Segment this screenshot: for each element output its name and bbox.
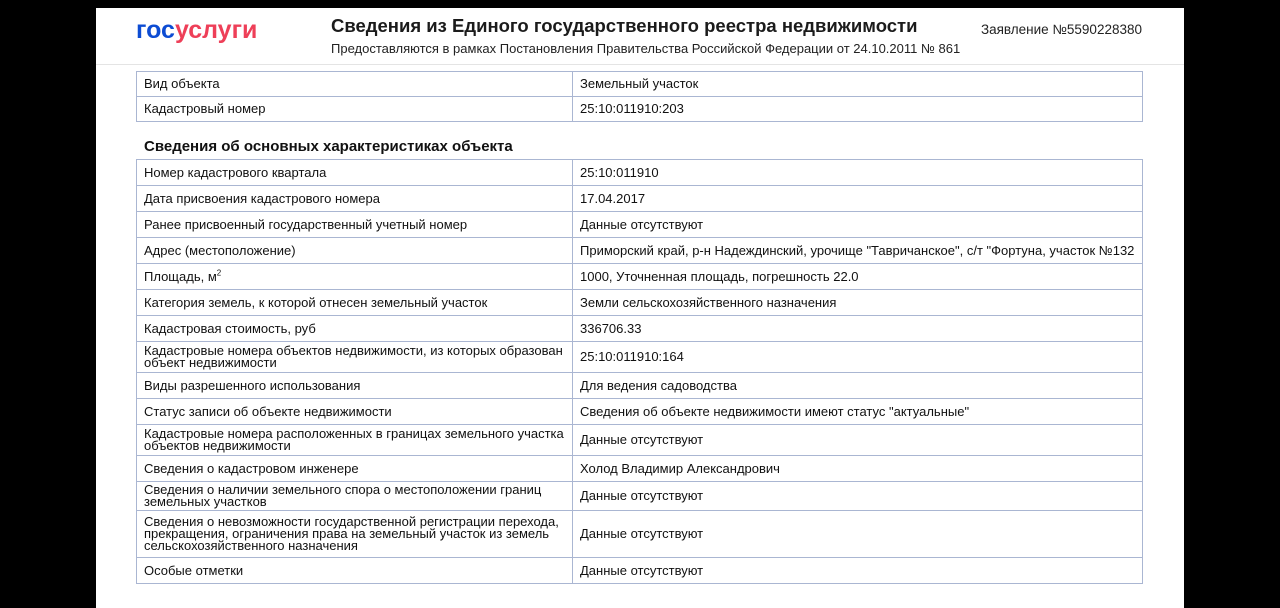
row-key: Ранее присвоенный государственный учетный номер [137,212,573,238]
row-value: Для ведения садоводства [573,373,1143,399]
row-value: Данные отсутствуют [573,212,1143,238]
row-value: Приморский край, р-н Надеждинский, урочище "Тавричанское", с/т "Фортуна, участок №132 [573,238,1143,264]
gosuslugi-logo[interactable]: госуслуги [136,16,258,44]
row-value: Данные отсутствуют [573,558,1143,584]
table-row [137,425,1143,456]
row-key: Сведения о невозможности государственной регистрации перехода, прекращения, ограничения права на земельный участок из земель сельскохозяйственного назначения [137,511,573,558]
object-table [136,71,1143,122]
row-key: Категория земель, к которой отнесен земельный участок [137,290,573,316]
table-row [137,456,1143,482]
row-value: Холод Владимир Александрович [573,456,1143,482]
table-row [137,342,1143,373]
document-page [96,8,1184,608]
row-value: Данные отсутствуют [573,425,1143,456]
section-title: Сведения об основных характеристиках объекта [144,138,513,155]
table-row [137,238,1143,264]
table-row [137,97,1143,122]
row-value: Данные отсутствуют [573,511,1143,558]
table-row [137,558,1143,584]
table-row [137,290,1143,316]
table-row [137,482,1143,511]
row-value: 17.04.2017 [573,186,1143,212]
row-value: Сведения об объекте недвижимости имеют статус "актуальные" [573,399,1143,425]
row-key: Номер кадастрового квартала [137,160,573,186]
row-value: Земли сельскохозяйственного назначения [573,290,1143,316]
row-value: Земельный участок [573,72,1143,97]
characteristics-table [136,159,1143,584]
application-number: Заявление №5590228380 [980,22,1142,37]
row-value: 1000, Уточненная площадь, погрешность 22.0 [573,264,1143,290]
document-header [96,8,1184,65]
row-key: Кадастровые номера расположенных в границах земельного участка объектов недвижимости [137,425,573,456]
row-value: 25:10:011910:203 [573,97,1143,122]
row-key: Кадастровая стоимость, руб [137,316,573,342]
row-key: Дата присвоения кадастрового номера [137,186,573,212]
row-key: Особые отметки [137,558,573,584]
row-key: Вид объекта [137,72,573,97]
table-row [137,373,1143,399]
table-row [137,316,1143,342]
row-value: 336706.33 [573,316,1143,342]
row-key: Адрес (местоположение) [137,238,573,264]
row-value: 25:10:011910 [573,160,1143,186]
row-key: Площадь, $м^2$ [137,264,573,290]
row-key: Сведения о наличии земельного спора о местоположении границ земельных участков [137,482,573,511]
row-key: Кадастровые номера объектов недвижимости, из которых образован объект недвижимости [137,342,573,373]
row-key: Сведения о кадастровом инженере [137,456,573,482]
row-key: Кадастровый номер [137,97,573,122]
row-value: Данные отсутствуют [573,482,1143,511]
table-row [137,264,1143,290]
table-row [137,212,1143,238]
table-row [137,186,1143,212]
table-row [137,511,1143,558]
document-subtitle: Предоставляются в рамках Постановления Правительства Российской Федерации от 24.10.2011 № 861 [331,41,961,56]
row-value: 25:10:011910:164 [573,342,1143,373]
row-key: Виды разрешенного использования [137,373,573,399]
table-row [137,160,1143,186]
table-row [137,399,1143,425]
row-key: Статус записи об объекте недвижимости [137,399,573,425]
table-row [137,72,1143,97]
document-title: Сведения из Единого государственного реестра недвижимости [331,15,918,36]
